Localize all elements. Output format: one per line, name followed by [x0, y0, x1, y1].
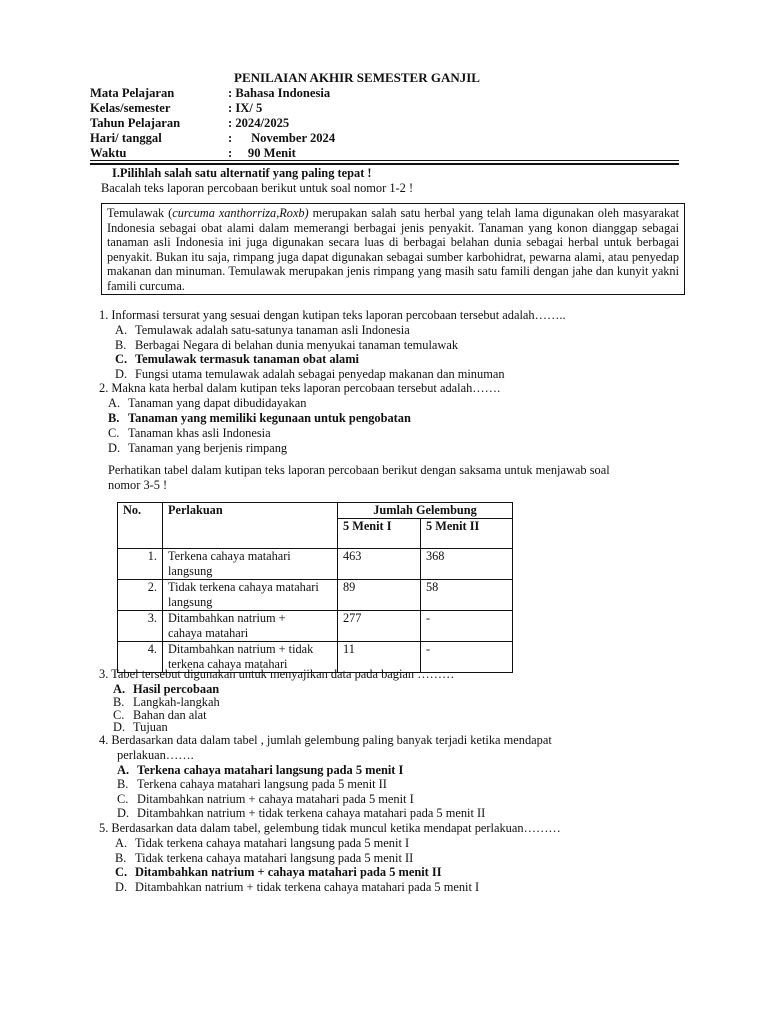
- option-letter: B.: [113, 695, 125, 709]
- info-value: : 90 Menit: [228, 146, 296, 160]
- info-value: : November 2024: [228, 131, 336, 145]
- cell-no: 1.: [118, 549, 163, 580]
- q1-option-c[interactable]: [115, 352, 359, 367]
- option-text: Hasil percobaan: [133, 682, 220, 696]
- cell-value-a: 463: [338, 549, 421, 580]
- option-letter: B.: [108, 411, 120, 425]
- option-text: Tidak terkena cahaya matahari langsung pada 5 menit II: [135, 851, 414, 865]
- q4-option-a[interactable]: [117, 763, 403, 778]
- cell-line: Ditambahkan natrium +: [168, 611, 286, 625]
- option-letter: C.: [113, 708, 125, 722]
- question-4-stem-cont: perlakuan…….: [117, 748, 194, 762]
- cell-perlakuan: [163, 549, 338, 580]
- option-letter: D.: [117, 806, 130, 820]
- cell-line: Tidak terkena cahaya matahari: [168, 580, 319, 594]
- option-text: Temulawak adalah satu-satunya tanaman asli Indonesia: [135, 323, 410, 337]
- cell-line: Ditambahkan natrium + tidak: [168, 642, 314, 656]
- option-letter: B.: [115, 338, 127, 352]
- cell-no: 3.: [118, 611, 163, 642]
- cell-value-a: 11: [338, 642, 421, 673]
- question-4-stem: 4. Berdasarkan data dalam tabel , jumlah gelembung paling banyak terjadi ketika mendapat: [99, 733, 552, 747]
- option-text: Ditambahkan natrium + tidak terkena cahaya matahari pada 5 menit I: [135, 880, 480, 894]
- option-letter: C.: [115, 865, 128, 879]
- option-text: Tanaman yang berjenis rimpang: [128, 441, 288, 455]
- q4-option-b[interactable]: [117, 777, 387, 792]
- option-text: Ditambahkan natrium + cahaya matahari pada 5 menit I: [137, 792, 414, 806]
- col-header-5menit-1: 5 Menit I: [338, 519, 421, 549]
- q1-option-b[interactable]: [115, 338, 458, 353]
- option-text: Tanaman khas asli Indonesia: [128, 426, 271, 440]
- option-letter: D.: [113, 720, 126, 734]
- option-text: Ditambahkan natrium + cahaya matahari pada 5 menit II: [135, 865, 442, 879]
- option-text: Temulawak termasuk tanaman obat alami: [135, 352, 359, 366]
- option-letter: A.: [117, 763, 130, 777]
- option-letter: A.: [113, 682, 126, 696]
- info-label: Hari/ tanggal: [90, 131, 162, 145]
- option-text: Fungsi utama temulawak adalah sebagai penyedap makanan dan minuman: [135, 367, 505, 381]
- col-header-5menit-2: 5 Menit II: [421, 519, 513, 549]
- option-text: Tanaman yang memiliki kegunaan untuk pengobatan: [128, 411, 411, 425]
- table-row: [118, 611, 513, 642]
- info-label: Mata Pelajaran: [90, 86, 175, 100]
- passage-text-italic: curcuma xanthorriza,Roxb): [172, 206, 309, 220]
- q2-option-d[interactable]: [108, 441, 287, 456]
- q4-option-d[interactable]: [117, 806, 485, 821]
- passage-box: [101, 203, 685, 295]
- option-letter: A.: [108, 396, 121, 410]
- cell-value-b: -: [421, 642, 513, 673]
- option-text: Terkena cahaya matahari langsung pada 5 menit II: [137, 777, 387, 791]
- question-2-stem: 2. Makna kata herbal dalam kutipan teks laporan percobaan tersebut adalah…….: [99, 381, 501, 395]
- q1-option-d[interactable]: [115, 367, 505, 382]
- cell-line: Terkena cahaya matahari: [168, 549, 291, 563]
- info-value: : Bahasa Indonesia: [228, 86, 331, 100]
- option-letter: C.: [115, 352, 128, 366]
- q5-option-b[interactable]: [115, 851, 413, 866]
- option-letter: D.: [115, 367, 128, 381]
- info-label: Tahun Pelajaran: [90, 116, 181, 130]
- q5-option-a[interactable]: [115, 836, 409, 851]
- question-3-stem: 3. Tabel tersebut digunakan untuk menyajikan data pada bagian ………: [99, 667, 455, 681]
- info-label: Kelas/semester: [90, 101, 171, 115]
- q4-option-c[interactable]: [117, 792, 414, 807]
- question-1-stem: 1. Informasi tersurat yang sesuai dengan kutipan teks laporan percobaan tersebut adalah……..: [99, 308, 566, 322]
- option-text: Terkena cahaya matahari langsung pada 5 menit I: [137, 763, 404, 777]
- table-row: [118, 580, 513, 611]
- cell-line: langsung: [168, 595, 213, 609]
- cell-no: 4.: [118, 642, 163, 673]
- option-letter: C.: [108, 426, 120, 440]
- option-text: Berbagai Negara di belahan dunia menyukai tanaman temulawak: [135, 338, 459, 352]
- info-value: : 2024/2025: [228, 116, 290, 130]
- q1-option-a[interactable]: [115, 323, 410, 338]
- option-text: Bahan dan alat: [133, 708, 207, 722]
- option-text: Tidak terkena cahaya matahari langsung pada 5 menit I: [135, 836, 410, 850]
- passage-text-pre: Temulawak (: [107, 206, 173, 220]
- cell-line: langsung: [168, 564, 213, 578]
- info-value: : IX/ 5: [228, 101, 263, 115]
- section-title: I.Pilihlah salah satu alternatif yang paling tepat !: [112, 166, 372, 180]
- instruction-table-cont: nomor 3-5 !: [108, 478, 168, 492]
- header-divider-thick: [90, 163, 679, 165]
- cell-value-a: 89: [338, 580, 421, 611]
- cell-line: terkena cahaya matahari: [168, 657, 288, 671]
- option-text: Tanaman yang dapat dibudidayakan: [128, 396, 307, 410]
- table-row: [118, 549, 513, 580]
- col-header-group: Jumlah Gelembung: [338, 503, 513, 519]
- header-divider: [90, 160, 679, 161]
- q5-option-d[interactable]: [115, 880, 479, 895]
- option-letter: D.: [108, 441, 121, 455]
- cell-perlakuan: [163, 611, 338, 642]
- cell-line: cahaya matahari: [168, 626, 249, 640]
- col-header-no: No.: [118, 503, 163, 549]
- option-letter: C.: [117, 792, 129, 806]
- instruction-passage: Bacalah teks laporan percobaan berikut untuk soal nomor 1-2 !: [101, 181, 414, 195]
- option-letter: B.: [117, 777, 129, 791]
- cell-value-b: -: [421, 611, 513, 642]
- info-label: Waktu: [90, 146, 127, 160]
- col-header-perlakuan: Perlakuan: [163, 503, 338, 549]
- cell-no: 2.: [118, 580, 163, 611]
- cell-value-b: 368: [421, 549, 513, 580]
- option-letter: A.: [115, 323, 128, 337]
- cell-value-b: 58: [421, 580, 513, 611]
- instruction-table: Perhatikan tabel dalam kutipan teks laporan percobaan berikut dengan saksama untuk menjawab soal: [108, 463, 610, 477]
- option-text: Langkah-langkah: [133, 695, 220, 709]
- option-text: Tujuan: [133, 720, 168, 734]
- cell-perlakuan: [163, 580, 338, 611]
- passage-text-post: merupakan salah satu herbal yang telah lama digunakan oleh masyarakat Indonesia sebagai obat alami dalam memerangi berbagai jenis penyakit. Tanaman yang konon dianggap sebagai tanaman asli Indonesia ini juga digunakan secara luas di berbagai belahan dunia sebagai herbal untuk berbagai penyakit. Bukan itu saja, rimpang juga dapat digunakan sebagai sumber karbohidrat, pewarna alami, atau penyedap makanan dan minuman. Temulawak merupakan jenis rimpang yang masih satu famili dengan jahe dan kunyit yakni famili curcuma.: [107, 206, 679, 293]
- option-letter: A.: [115, 836, 128, 850]
- q5-option-c[interactable]: [115, 865, 442, 880]
- q2-option-a[interactable]: [108, 396, 306, 411]
- option-text: Ditambahkan natrium + tidak terkena cahaya matahari pada 5 menit II: [137, 806, 486, 820]
- question-5-stem: 5. Berdasarkan data dalam tabel, gelembung tidak muncul ketika mendapat perlakuan………: [99, 821, 561, 835]
- q2-option-b[interactable]: [108, 411, 411, 426]
- option-letter: B.: [115, 851, 127, 865]
- cell-value-a: 277: [338, 611, 421, 642]
- option-letter: D.: [115, 880, 128, 894]
- experiment-table: [117, 502, 513, 673]
- q2-option-c[interactable]: [108, 426, 271, 441]
- exam-title: PENILAIAN AKHIR SEMESTER GANJIL: [234, 70, 480, 85]
